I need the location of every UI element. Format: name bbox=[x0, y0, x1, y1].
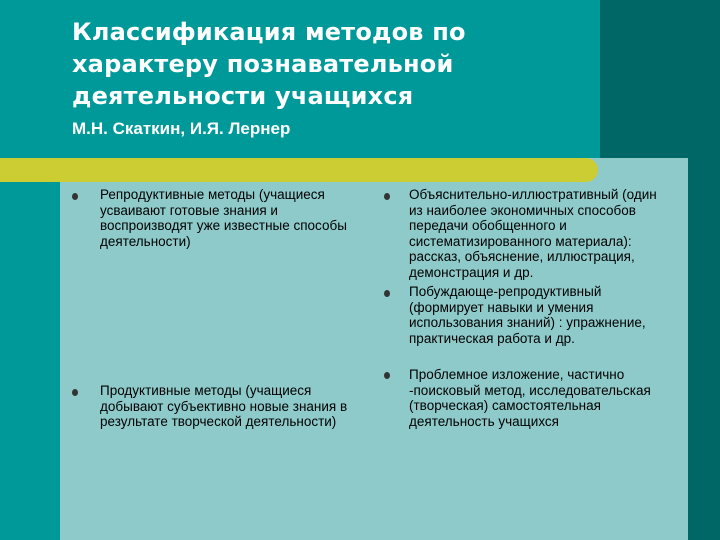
stimulating-reproductive-item: Побуждающе-репродуктивный (формирует навыки и умения использования знаний) : упражнение, практическая работа и др. bbox=[409, 284, 646, 346]
round-bullet-icon bbox=[384, 372, 390, 379]
accent-bar bbox=[0, 158, 598, 182]
round-bullet-icon bbox=[72, 193, 78, 200]
round-bullet-icon bbox=[384, 290, 390, 297]
round-bullet-icon bbox=[384, 193, 390, 200]
round-bullet-icon bbox=[72, 389, 78, 396]
problem-search-research-item: Проблемное изложение, частично -поисковый метод, исследовательская (творческая) самостоятельная деятельность учащихся bbox=[409, 367, 651, 429]
slide-subtitle: М.Н. Скаткин, И.Я. Лернер bbox=[72, 119, 291, 138]
reproductive-methods-item: Репродуктивные методы (учащиеся усваивают готовые знания и воспроизводят уже известные способы деятельности) bbox=[100, 187, 347, 249]
slide-title: Классификация методов по характеру познавательной деятельности учащихся bbox=[72, 18, 466, 110]
explanatory-illustrative-item: Объяснительно-иллюстративный (один из наиболее экономичных способов передачи обобщенного и систематизированного материала): рассказ, объяснение, иллюстрация, демонстрация и др. bbox=[409, 187, 657, 280]
left-background-band bbox=[0, 0, 60, 540]
productive-methods-item: Продуктивные методы (учащиеся добывают субъективно новые знания в результате творческой деятельности) bbox=[100, 383, 348, 429]
